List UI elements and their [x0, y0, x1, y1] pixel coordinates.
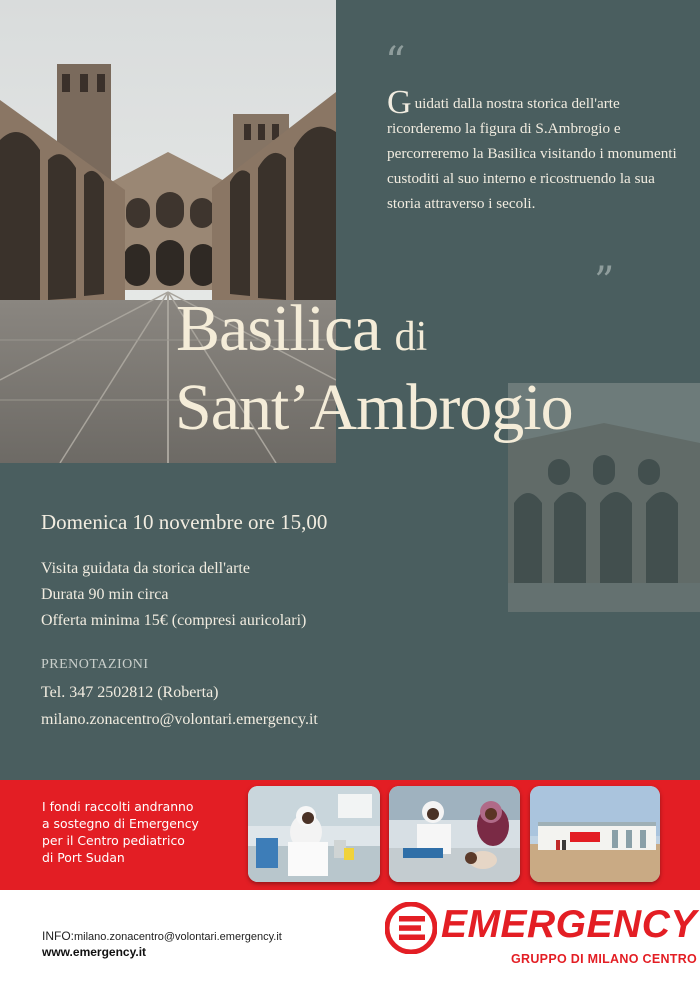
detail-line: Visita guidata da storica dell'arte: [41, 560, 250, 577]
detail-line: Durata 90 min circa: [41, 586, 169, 603]
info-label: INFO:: [42, 929, 74, 943]
band-line: a sostegno di Emergency: [42, 816, 199, 831]
booking-email: milano.zonacentro@volontari.emergency.it: [41, 711, 318, 728]
photo-mother-child: [389, 786, 520, 882]
emergency-e-circle-logo-icon: [385, 902, 437, 954]
logo-wordmark: EMERGENCY: [441, 903, 697, 946]
website-link[interactable]: www.emergency.it: [42, 945, 147, 959]
info-email[interactable]: milano.zonacentro@volontari.emergency.it: [74, 931, 282, 943]
quote-paragraph: [387, 84, 687, 216]
info-contact: [42, 929, 282, 943]
photo-hospital-exterior: [530, 786, 660, 882]
detail-line: Offerta minima 15€ (compresi auricolari): [41, 612, 307, 629]
event-date: Domenica 10 novembre ore 15,00: [41, 510, 328, 534]
title-line-1: [176, 292, 428, 365]
quote-body: uidati dalla nostra storica dell'arte ricorderemo la figura di S.Ambrogio e percorreremo la Basilica visitando i monumenti custoditi al suo interno e ricostruendo la sua storia attraverso i secoli.: [387, 95, 677, 212]
booking-label: PRENOTAZIONI: [41, 657, 149, 672]
emergency-logo: [385, 899, 698, 974]
quote-open-icon: “: [385, 39, 406, 85]
logo-subtitle: GRUPPO DI MILANO CENTRO: [511, 952, 698, 966]
band-line: I fondi raccolti andranno: [42, 799, 194, 814]
title-basilica: Basilica: [176, 292, 381, 365]
quote-close-icon: ”: [594, 259, 615, 305]
photo-lab-nurse: [248, 786, 380, 882]
fundraising-text: [42, 798, 242, 866]
title-line-2: Sant’Ambrogio: [175, 371, 573, 444]
event-details: [41, 556, 306, 634]
quote-dropcap: G: [387, 84, 412, 121]
title-connector: di: [394, 314, 428, 360]
band-line: per il Centro pediatrico: [42, 833, 185, 848]
band-line: di Port Sudan: [42, 850, 125, 865]
booking-phone: Tel. 347 2502812 (Roberta): [41, 684, 219, 701]
